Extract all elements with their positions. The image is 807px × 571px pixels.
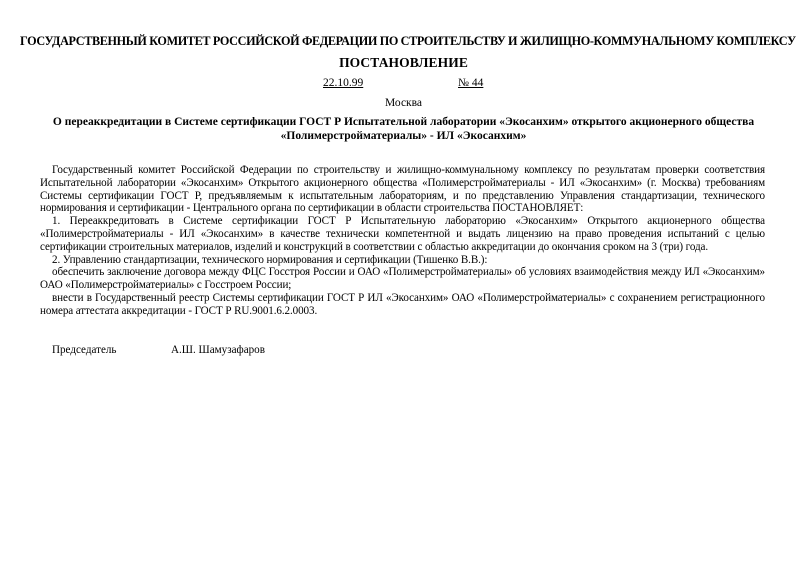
document-city: Москва [384,97,423,109]
document-number: № 44 [458,77,484,89]
body-paragraph: 2. Управлению стандартизации, технического нормирования и сертификации (Тишенко В.В.): [52,253,488,266]
body-paragraph: Государственный комитет Российской Федерации по строительству и жилищно-коммунальному комплексу по результатам проверки соответствия Испытательной лаборатории «Экосанхим» Открытого акционерного общества «Полимерстройматериалы - ИЛ «Экосанхим» (г. Москва) требованиям Системы сертификации ГОСТ Р, предъявляемым к испытательным лабораториям, и по представлению Управления стандартизации, технического нормирования и сертификации - Центрального органа по сертификации в области строительства ПОСТАНОВЛЯЕТ: [40,164,765,215]
document-body [40,164,765,318]
document-date: 22.10.99 [323,77,364,89]
issuing-authority: ГОСУДАРСТВЕННЫЙ КОМИТЕТ РОССИЙСКОЙ ФЕДЕРАЦИИ ПО СТРОИТЕЛЬСТВУ И ЖИЛИЩНО-КОММУНАЛЬНОМУ КОМПЛЕКСУ [20,34,796,48]
signature-block [52,344,452,358]
body-paragraph: 1. Переаккредитовать в Системе сертификации ГОСТ Р Испытательную лабораторию «Экосанхим» Открытого акционерного общества «Полимерстройматериалы - ИЛ «Экосанхим» в качестве технически компетентной и выдать лицензию на право проведения испытаний с целью сертификации строительных материалов, изделий и конструкций в соответствии с областью аккредитации до окончания сроком на 3 (три) года. [40,215,765,253]
document-subject: О переаккредитации в Системе сертификации ГОСТ Р Испытательной лаборатории «Экосанхим» открытого акционерного общества «Полимерстройматериалы» - ИЛ «Экосанхим» [52,116,755,142]
body-paragraph: внести в Государственный реестр Системы сертификации ГОСТ Р ИЛ «Экосанхим» ОАО «Полимерстройматериалы» с сохранением регистрационного номера аттестата аккредитации - ГОСТ Р RU.9001.6.2.0003. [40,291,765,317]
document-type-title: ПОСТАНОВЛЕНИЕ [339,55,468,70]
signatory-name: А.Ш. Шамузафаров [171,344,265,356]
document-meta [0,77,807,91]
signatory-role: Председатель [52,344,117,356]
body-paragraph: обеспечить заключение договора между ФЦС Госстроя России и ОАО «Полимерстройматериалы» об условиях взаимодействия между ИЛ «Экосанхим» ОАО «Полимерстройматериалы» с Госстроем России; [40,266,765,292]
